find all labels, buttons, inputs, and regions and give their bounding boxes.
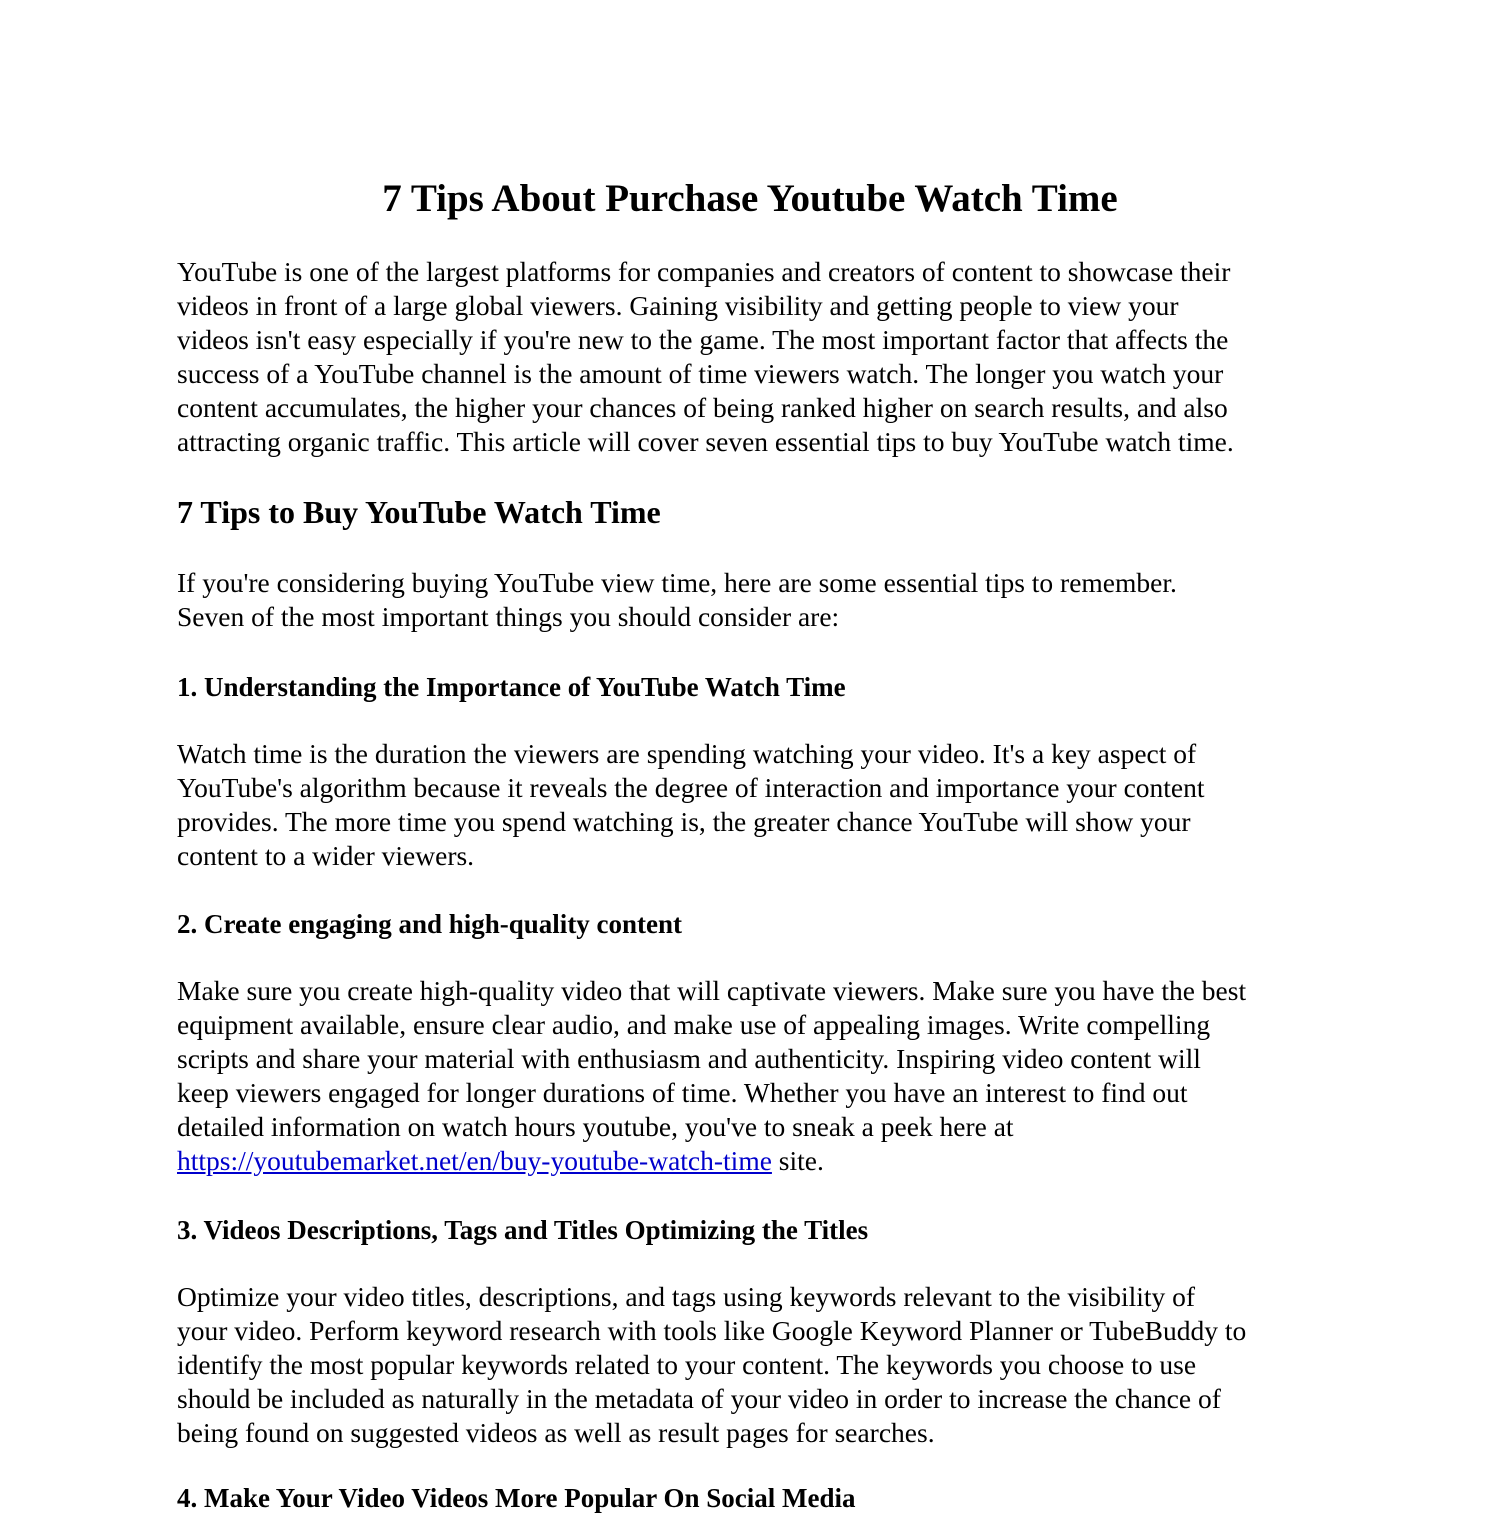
text-line: Seven of the most important things you should consider are:: [177, 600, 840, 632]
text-line: should be included as naturally in the metadata of your video in order to increase the chance of: [177, 1382, 1221, 1414]
text-line: content to a wider viewers.: [177, 839, 475, 871]
text-line: identify the most popular keywords related to your content. The keywords you choose to use: [177, 1348, 1197, 1380]
document-page: [177, 0, 1337, 1513]
text-line: scripts and share your material with enthusiasm and authenticity. Inspiring video content will: [177, 1042, 1201, 1074]
tip3-heading: 3. Videos Descriptions, Tags and Titles Optimizing the Titles: [177, 1215, 869, 1245]
text-line: Optimize your video titles, descriptions, and tags using keywords relevant to the visibility of: [177, 1281, 1196, 1312]
text-line: Make sure you create high-quality video that will captivate viewers. Make sure you have the best: [177, 975, 1247, 1006]
text-line: Watch time is the duration the viewers are spending watching your video. It's a key aspect of: [177, 738, 1197, 769]
section-heading: 7 Tips to Buy YouTube Watch Time: [177, 494, 661, 530]
tip1-heading: 1. Understanding the Importance of YouTube Watch Time: [177, 672, 846, 702]
text-line: videos in front of a large global viewers. Gaining visibility and getting people to view your: [177, 289, 1179, 321]
watch-time-link[interactable]: https://youtubemarket.net/en/buy-youtube-watch-time: [177, 1144, 772, 1176]
text-line: detailed information on watch hours youtube, you've to sneak a peek here at: [177, 1110, 1014, 1142]
link-trailing-text: site.: [771, 1144, 824, 1176]
text-line: success of a YouTube channel is the amount of time viewers watch. The longer you watch your: [177, 357, 1224, 389]
section-intro-paragraph: [177, 566, 1337, 634]
tip1-paragraph: [177, 737, 1337, 873]
text-line: being found on suggested videos as well as result pages for searches.: [177, 1416, 935, 1448]
tip4-heading: 4. Make Your Video Videos More Popular On Social Media: [177, 1483, 856, 1513]
text-line: YouTube is one of the largest platforms for companies and creators of content to showcase their: [177, 256, 1231, 287]
intro-paragraph: [177, 255, 1337, 458]
text-line: YouTube's algorithm because it reveals the degree of interaction and importance your content: [177, 771, 1205, 803]
text-line-with-link: [177, 1144, 1337, 1178]
text-line: equipment available, ensure clear audio, and make use of appealing images. Write compelling: [177, 1008, 1211, 1040]
text-line: If you're considering buying YouTube view time, here are some essential tips to remember.: [177, 567, 1177, 598]
text-line: provides. The more time you spend watching is, the greater chance YouTube will show your: [177, 805, 1191, 837]
tip2-paragraph: [177, 974, 1337, 1177]
tip2-heading: 2. Create engaging and high-quality content: [177, 909, 683, 939]
text-line: content accumulates, the higher your chances of being ranked higher on search results, and also: [177, 391, 1228, 423]
text-line: your video. Perform keyword research with tools like Google Keyword Planner or TubeBuddy to: [177, 1314, 1247, 1346]
tip3-paragraph: [177, 1280, 1337, 1450]
page-title: 7 Tips About Purchase Youtube Watch Time: [382, 177, 1118, 220]
text-line: keep viewers engaged for longer durations of time. Whether you have an interest to find out: [177, 1076, 1188, 1108]
text-line: videos isn't easy especially if you're new to the game. The most important factor that affects the: [177, 323, 1229, 355]
text-line: attracting organic traffic. This article will cover seven essential tips to buy YouTube watch time.: [177, 425, 1234, 457]
